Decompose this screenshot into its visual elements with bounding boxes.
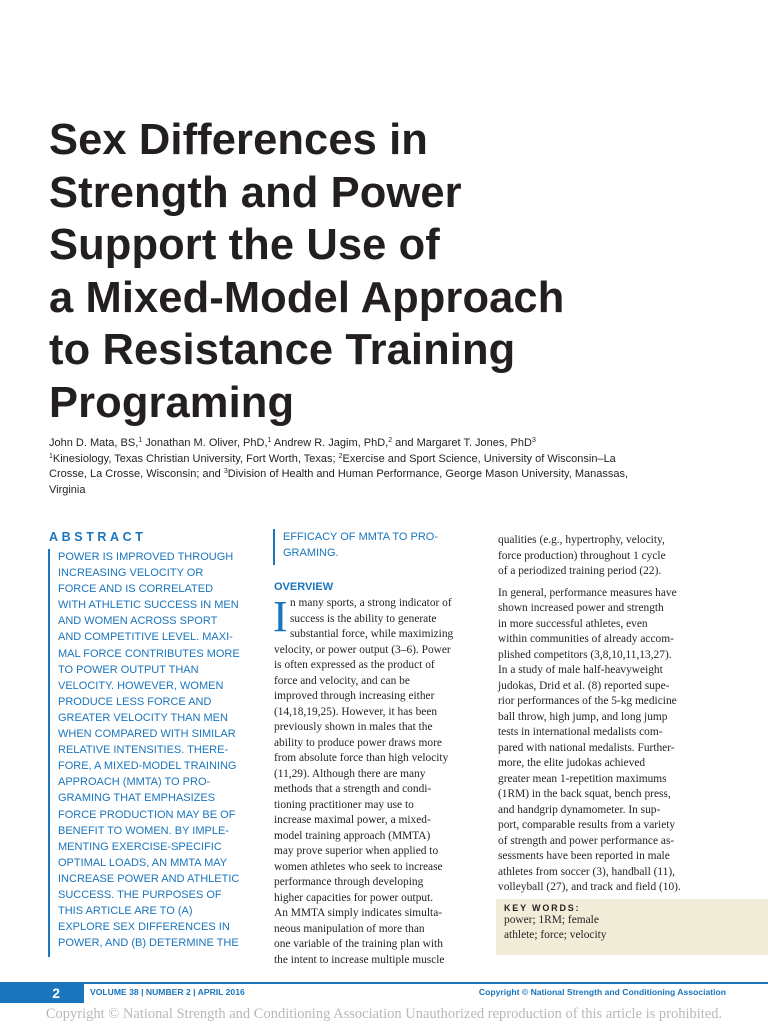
text-line: neous manipulation of more than	[274, 922, 425, 935]
text-line: PRODUCE LESS FORCE AND	[58, 695, 212, 708]
text-line: ability to produce power draws more	[274, 736, 442, 749]
text-line: WHEN COMPARED WITH SIMILAR	[58, 728, 236, 741]
text-line: may prove superior when applied to	[274, 845, 439, 857]
text-line: (11,29). Although there are many	[274, 767, 426, 780]
title-line: Strength and Power	[49, 168, 462, 217]
text-line: plished competitors (3,8,10,11,13,27).	[498, 648, 672, 661]
text-line: rior performances of the 5-kg medicine	[498, 695, 677, 707]
text-line: THIS ARTICLE ARE TO (A)	[58, 905, 193, 918]
text-line: GRAMING.	[283, 547, 339, 560]
text-line: the intent to increase multiple muscle	[274, 953, 445, 966]
text-line: VELOCITY. HOWEVER, WOMEN	[58, 679, 224, 692]
text-line: athletes from soccer (3), handball (11),	[498, 865, 676, 878]
affiliation-line: $^1$Kinesiology, Texas Christian University, Fort Worth, Texas; $^2$Exercise and Sport Science, University of Wisconsin–La	[49, 452, 616, 465]
text-line: FORE, A MIXED-MODEL TRAINING	[58, 760, 237, 773]
text-line: INCREASE POWER AND ATHLETIC	[58, 872, 240, 885]
text-line: FORCE AND IS CORRELATED	[58, 583, 214, 596]
text-line: RELATIVE INTENSITIES. THERE-	[58, 744, 229, 757]
text-line: and handgrip dynamometer. In sup-	[498, 803, 661, 816]
affiliation-line: Crosse, La Crosse, Wisconsin; and $^3$Division of Health and Human Performance, George Mason University, Manassas,	[49, 468, 629, 480]
page-number: 2	[0, 983, 84, 1003]
abstract-text-col1	[48, 549, 258, 957]
text-line: increase maximal power, a mixed-	[274, 814, 431, 826]
overview-heading: OVERVIEW	[274, 581, 334, 593]
text-line: is often expressed as the product of	[274, 659, 435, 671]
text-line: OPTIMAL LOADS, AN MMTA MAY	[58, 856, 228, 869]
title-line: Programing	[49, 378, 295, 427]
author-list: John D. Mata, BS,$^1$ Jonathan M. Oliver, PhD,$^1$ Andrew R. Jagim, PhD,$^2$ and Margaret T. Jones, PhD$^3$	[49, 437, 536, 449]
text-line: velocity, or power output (3–6). Power	[274, 643, 451, 656]
text-line: previously shown in males that the	[274, 721, 433, 733]
text-line: more, the elite judokas achieved	[498, 757, 646, 769]
text-line: methods that a strength and condi-	[274, 783, 432, 795]
text-line: WITH ATHLETIC SUCCESS IN MEN	[58, 599, 239, 612]
title-line: a Mixed-Model Approach	[49, 273, 565, 322]
text-line: EXPLORE SEX DIFFERENCES IN	[58, 921, 230, 934]
text-line: In a study of male half-heavyweight	[498, 664, 663, 676]
text-line: substantial force, while maximizing	[290, 628, 454, 640]
drop-cap: I	[273, 592, 288, 641]
text-line: n many sports, a strong indicator of	[290, 597, 452, 609]
abstract-heading: ABSTRACT	[49, 530, 147, 544]
text-line: performance through developing	[274, 876, 424, 888]
text-line: qualities (e.g., hypertrophy, velocity,	[498, 534, 665, 546]
text-line: force production) throughout 1 cycle	[498, 549, 666, 562]
text-line: APPROACH (MMTA) TO PRO-	[58, 776, 211, 789]
text-line: POWER, AND (B) DETERMINE THE	[58, 937, 239, 950]
text-line: greater mean 1-repetition maximums	[498, 772, 667, 785]
text-line: tioning practitioner may use to	[274, 798, 414, 811]
text-line: AND WOMEN ACROSS SPORT	[58, 615, 218, 628]
keywords-text	[504, 913, 768, 943]
text-line: judokas, Drid et al. (8) reported supe-	[498, 679, 670, 692]
text-line: (1RM) in the back squat, bench press,	[498, 788, 671, 800]
text-line: INCREASING VELOCITY OR	[58, 567, 204, 580]
text-line: GREATER VELOCITY THAN MEN	[58, 711, 228, 724]
text-line: MAL FORCE CONTRIBUTES MORE	[58, 647, 240, 660]
keywords-box	[496, 899, 768, 955]
footer-copyright: Copyright © National Strength and Conditioning Association	[478, 987, 726, 997]
text-line: volleyball (27), and track and field (10).	[498, 881, 681, 893]
overview-text-col3	[498, 533, 720, 896]
text-line: of strength and power performance as-	[498, 834, 675, 847]
abstract-text-col2	[273, 529, 483, 565]
text-line: success is the ability to generate	[290, 612, 437, 625]
text-line: MENTING EXERCISE-SPECIFIC	[58, 840, 222, 853]
text-line: within communities of already accom-	[498, 633, 674, 645]
text-line: higher capacities for power output.	[274, 891, 434, 904]
title-line: Sex Differences in	[49, 116, 428, 164]
keywords-line: athlete; force; velocity	[504, 929, 607, 941]
text-line: An MMTA simply indicates simulta-	[274, 907, 443, 919]
text-line: in more successful athletes, even	[498, 617, 648, 630]
text-line: port, comparable results from a variety	[498, 819, 676, 831]
title-line: to Resistance Training	[49, 326, 516, 374]
text-line: from absolute force than high velocity	[274, 752, 449, 764]
footer-rule	[0, 982, 768, 984]
text-line: of a periodized training period (22).	[498, 565, 662, 577]
overview-text-col2	[273, 592, 478, 968]
text-line: AND COMPETITIVE LEVEL. MAXI-	[58, 631, 233, 644]
text-line: (14,18,19,25). However, it has been	[274, 705, 438, 718]
title-line: Support the Use of	[49, 221, 440, 269]
text-line: sessments have been reported in male	[498, 850, 670, 862]
issue-info: VOLUME 38 | NUMBER 2 | APRIL 2016	[90, 987, 245, 997]
text-line: EFFICACY OF MMTA TO PRO-	[283, 531, 439, 543]
text-line: improved through increasing either	[274, 690, 435, 702]
copyright-watermark: Copyright © National Strength and Conditioning Association Unauthorized reproduction of this article is prohibited.	[45, 1006, 723, 1022]
text-line: GRAMING THAT EMPHASIZES	[58, 792, 216, 805]
text-line: POWER IS IMPROVED THROUGH	[58, 551, 234, 563]
text-line: pared with national medalists. Further-	[498, 741, 675, 754]
text-line: force and velocity, and can be	[274, 674, 410, 687]
article-title	[49, 114, 749, 429]
text-line: In general, performance measures have	[498, 586, 677, 599]
text-line: TO POWER OUTPUT THAN	[58, 663, 199, 676]
text-line: one variable of the training plan with	[274, 938, 443, 950]
keywords-heading: KEY WORDS:	[504, 903, 581, 913]
author-block	[49, 436, 729, 498]
text-line: ball throw, high jump, and long jump	[498, 710, 668, 723]
text-line: model training approach (MMTA)	[274, 829, 431, 842]
text-line: SUCCESS. THE PURPOSES OF	[58, 888, 222, 901]
text-line: tests in international medalists com-	[498, 726, 663, 738]
text-line: FORCE PRODUCTION MAY BE OF	[58, 808, 236, 821]
text-line: BENEFIT TO WOMEN. BY IMPLE-	[58, 824, 229, 837]
text-line: shown increased power and strength	[498, 602, 664, 614]
affiliation-line: Virginia	[49, 483, 86, 496]
keywords-line: power; 1RM; female	[504, 914, 599, 926]
text-line: women athletes who seek to increase	[274, 860, 443, 873]
